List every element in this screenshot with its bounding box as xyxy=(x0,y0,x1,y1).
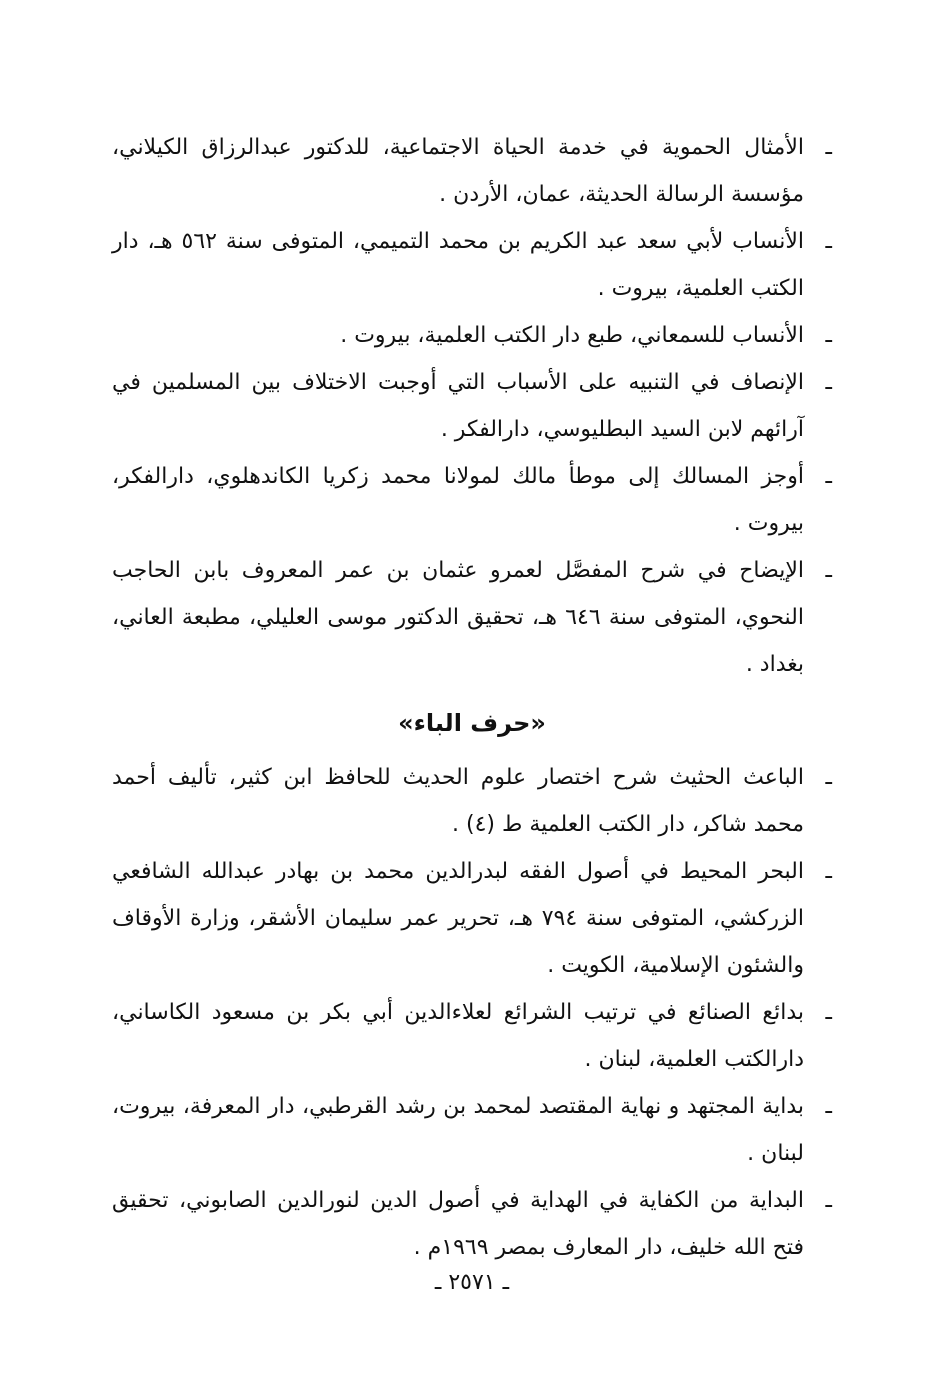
bibliography-entry xyxy=(112,124,832,218)
bibliography-list-alif xyxy=(112,124,832,688)
entry-dash: ـ xyxy=(825,323,832,348)
section-heading: «حرف الباء» xyxy=(398,709,546,737)
bibliography-entry xyxy=(112,453,832,547)
page-number: ـ ٢٥٧١ ـ xyxy=(434,1270,510,1295)
entry-text: بدائع الصنائع في ترتيب الشرائع لعلاءالدين أبي بكر بن مسعود الكاساني، دارالكتب العلمية، لبنان . xyxy=(112,1000,804,1072)
entry-dash: ـ xyxy=(825,464,832,489)
entry-dash: ـ xyxy=(825,558,832,583)
entry-dash: ـ xyxy=(825,765,832,790)
entry-dash: ـ xyxy=(825,1000,832,1025)
entry-text: الإنصاف في التنبيه على الأسباب التي أوجبت الاختلاف بين المسلمين في آرائهم لابن السيد البطليوسي، دارالفكر . xyxy=(112,370,804,442)
entry-text: أوجز المسالك إلى موطأ مالك لمولانا محمد زكريا الكاندهلوي، دارالفكر، بيروت . xyxy=(112,464,804,536)
entry-dash: ـ xyxy=(825,135,832,160)
entry-text: الأنساب للسمعاني، طبع دار الكتب العلمية، بيروت . xyxy=(340,323,804,348)
bibliography-entry xyxy=(112,848,832,989)
entry-text: الإيضاح في شرح المفصَّل لعمرو عثمان بن عمر المعروف بابن الحاجب النحوي، المتوفى سنة ٦٤٦ هـ، تحقيق الدكتور موسى العليلي، مطبعة العاني، بغداد . xyxy=(112,558,804,677)
bibliography-entry xyxy=(112,1083,832,1177)
entry-text: بداية المجتهد و نهاية المقتصد لمحمد بن رشد القرطبي، دار المعرفة، بيروت، لبنان . xyxy=(112,1094,804,1166)
entry-text: البداية من الكفاية في الهداية في أصول الدين لنورالدين الصابوني، تحقيق فتح الله خليف، دار المعارف بمصر ١٩٦٩م . xyxy=(112,1188,804,1260)
bibliography-list-ba xyxy=(112,754,832,1271)
bibliography-entry xyxy=(112,218,832,312)
entry-dash: ـ xyxy=(825,229,832,254)
entry-dash: ـ xyxy=(825,1188,832,1213)
bibliography-entry xyxy=(112,1177,832,1271)
entry-dash: ـ xyxy=(825,1094,832,1119)
bibliography-entry xyxy=(112,547,832,688)
entry-text: الأنساب لأبي سعد عبد الكريم بن محمد التميمي، المتوفى سنة ٥٦٢ هـ، دار الكتب العلمية، بيروت . xyxy=(112,229,804,301)
entry-text: البحر المحيط في أصول الفقه لبدرالدين محمد بن بهادر عبدالله الشافعي الزركشي، المتوفى سنة ٧٩٤ هـ، تحرير عمر سليمان الأشقر، وزارة الأوقاف والشئون الإسلامية، الكويت . xyxy=(112,859,804,978)
bibliography-entry xyxy=(112,312,832,359)
entry-text: الأمثال الحموية في خدمة الحياة الاجتماعية، للدكتور عبدالرزاق الكيلاني، مؤسسة الرسالة الحديثة، عمان، الأردن . xyxy=(112,135,804,207)
bibliography-entry xyxy=(112,359,832,453)
entry-text: الباعث الحثيث شرح اختصار علوم الحديث للحافظ ابن كثير، تأليف أحمد محمد شاكر، دار الكتب العلمية ط (٤) . xyxy=(112,765,804,837)
entry-dash: ـ xyxy=(825,859,832,884)
entry-dash: ـ xyxy=(825,370,832,395)
bibliography-entry xyxy=(112,989,832,1083)
bibliography-entry xyxy=(112,754,832,848)
